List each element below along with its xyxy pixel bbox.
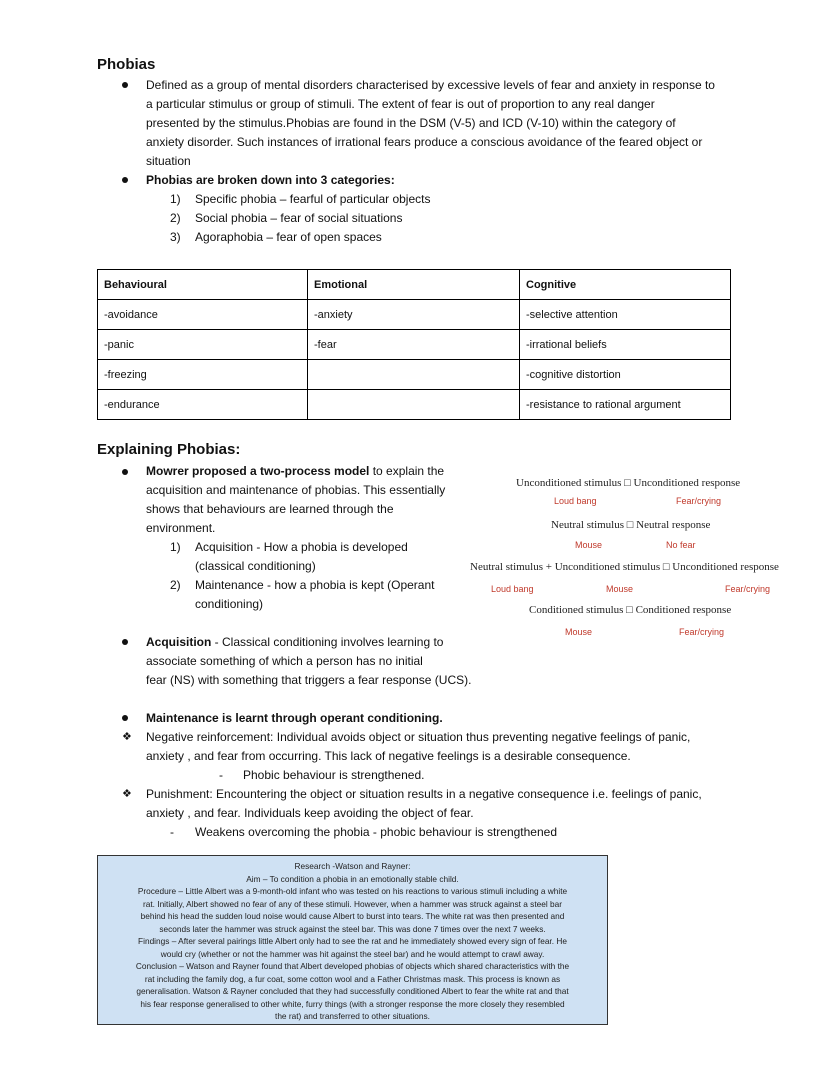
diagram-label: No fear (666, 540, 696, 550)
table-cell: -panic (98, 330, 308, 360)
definition-line: Defined as a group of mental disorders characterised by excessive levels of fear and anxiety in response to (146, 78, 715, 92)
process-line: conditioning) (195, 597, 264, 611)
punishment-line: Punishment: Encountering the object or situation results in a negative consequence i.e. feelings of panic, (146, 787, 702, 801)
table-cell: -fear (308, 330, 520, 360)
process-line: Maintenance - how a phobia is kept (Operant (195, 578, 435, 592)
maintenance-heading: Maintenance is learnt through operant conditioning. (146, 711, 443, 725)
research-line: Research -Watson and Rayner: (294, 861, 411, 871)
mowrer-text: to explain the (369, 464, 445, 478)
definition-line: anxiety disorder. Such instances of irrational fears produce a conscious avoidance of the feared object or (146, 135, 703, 149)
process-line: (classical conditioning) (195, 559, 316, 573)
diagram-line-ucs-ucr: Unconditioned stimulus □ Unconditioned response (516, 477, 741, 489)
list-number: 2) (170, 211, 181, 225)
table-header-row (98, 270, 731, 300)
punishment (146, 785, 746, 823)
category-specific: Specific phobia – fearful of particular objects (195, 192, 431, 206)
symptoms-table (97, 269, 731, 420)
diagram-line-cs-cr: Conditioned stimulus □ Conditioned response (529, 604, 732, 616)
acquisition-paragraph (146, 633, 486, 690)
bullet-dot (122, 469, 128, 475)
dash-marker: - (219, 768, 223, 782)
research-line: his fear response generalised to other white, furry things (with a stronger response the more closely they resembled (140, 998, 565, 1009)
mowrer-paragraph (146, 462, 466, 538)
mowrer-bold: Mowrer proposed a two-process model (146, 464, 370, 478)
table-row (98, 330, 731, 360)
process-maintenance (195, 576, 434, 614)
table-cell: -irrational beliefs (520, 330, 731, 360)
research-line: Aim – To condition a phobia in an emotionally stable child. (246, 873, 459, 884)
process-acquisition (195, 538, 408, 576)
process-line: Acquisition - How a phobia is developed (195, 540, 408, 554)
acquisition-line: fear (NS) with something that triggers a fear response (UCS). (146, 673, 472, 687)
neg-reinf-line: Negative reinforcement: Individual avoids object or situation thus preventing negative feelings of panic, (146, 730, 691, 744)
diagram-label: Loud bang (554, 496, 597, 506)
list-number: 2) (170, 578, 181, 592)
header-emotional: Emotional (308, 270, 520, 300)
mowrer-line: shows that behaviours are learned through the (146, 502, 394, 516)
punishment-sub: Weakens overcoming the phobia - phobic behaviour is strengthened (195, 825, 558, 839)
acquisition-bold: Acquisition (146, 635, 212, 649)
diagram-label: Fear/crying (679, 627, 725, 637)
diagram-line-ns-ucs-ucr: Neutral stimulus + Unconditioned stimulus □ Unconditioned response (470, 561, 779, 573)
diagram-label: Loud bang (491, 584, 534, 594)
table-row (98, 300, 731, 330)
definition-line: presented by the stimulus.Phobias are found in the DSM (V-5) and ICD (V-10) within the category of (146, 116, 676, 130)
diamond-bullet-icon: ❖ (122, 788, 132, 800)
phobia-definition (146, 76, 746, 171)
table-cell: -selective attention (520, 300, 731, 330)
bullet-dot (122, 177, 128, 183)
table-cell (308, 360, 520, 390)
table-row (98, 360, 731, 390)
diagram-label: Mouse (606, 584, 634, 594)
table-cell: -avoidance (98, 300, 308, 330)
neg-reinf-line: anxiety , and fear from occurring. This lack of negative feelings is a desirable consequence. (146, 749, 631, 763)
header-cognitive: Cognitive (520, 270, 731, 300)
table-cell: -cognitive distortion (520, 360, 731, 390)
research-line: would cry (whether or not the hammer was hit against the steel bar) and he would attempt to crawl away. (160, 948, 545, 959)
list-number: 1) (170, 540, 181, 554)
bullet-dot (122, 715, 128, 721)
table-cell: -anxiety (308, 300, 520, 330)
table-cell: -freezing (98, 360, 308, 390)
acquisition-line: associate something of which a person has no initial (146, 654, 423, 668)
definition-line: a particular stimulus or group of stimuli. The extent of fear is out of proportion to any real danger (146, 97, 655, 111)
research-box (97, 855, 608, 1025)
category-agoraphobia: Agoraphobia – fear of open spaces (195, 230, 382, 244)
diagram-label: Fear/crying (676, 496, 722, 506)
definition-line: situation (146, 154, 191, 168)
diagram-label: Mouse (565, 627, 593, 637)
diamond-bullet-icon: ❖ (122, 731, 132, 743)
category-social: Social phobia – fear of social situations (195, 211, 403, 225)
negative-reinforcement (146, 728, 746, 766)
research-line: Conclusion – Watson and Rayner found that Albert developed phobias of objects which shared characteristics with the (135, 961, 570, 971)
acquisition-text: - Classical conditioning involves learning to (211, 635, 444, 649)
section-title-explaining: Explaining Phobias: (97, 441, 241, 458)
diagram-label: Fear/crying (725, 584, 771, 594)
section-title-phobias: Phobias (97, 56, 156, 73)
research-line: behind his head the sudden loud noise would cause Albert to burst into tears. The white rat was then presented and (140, 911, 565, 921)
punishment-line: anxiety , and fear. Individuals keep avoiding the object of fear. (146, 806, 474, 820)
list-number: 3) (170, 230, 181, 244)
diagram-label: Mouse (575, 540, 603, 550)
table-cell: -resistance to rational argument (520, 390, 731, 420)
research-line: seconds later the hammer was struck against the steel bar. This was done 7 times over the next 7 weeks. (159, 923, 546, 934)
mowrer-line: acquisition and maintenance of phobias. This essentially (146, 483, 446, 497)
research-line: generalisation. Watson & Rayner concluded that they had successfully conditioned Albert to fear the white rat and that (136, 986, 569, 996)
bullet-dot (122, 639, 128, 645)
neg-reinf-sub: Phobic behaviour is strengthened. (243, 768, 425, 782)
categories-heading: Phobias are broken down into 3 categories: (146, 173, 395, 187)
research-line: rat including the family dog, a fur coat, some cotton wool and a Father Christmas mask. This process is known as (144, 973, 561, 984)
list-number: 1) (170, 192, 181, 206)
mowrer-line: environment. (146, 521, 216, 535)
table-row (98, 390, 731, 420)
research-line: Findings – After several pairings little Albert only had to see the rat and he immediately showed every sign of fear. He (138, 936, 567, 946)
research-line: the rat) and transferred to other situations. (275, 1011, 430, 1021)
header-behavioural: Behavioural (98, 270, 308, 300)
bullet-dot (122, 82, 128, 88)
table-cell (308, 390, 520, 420)
diagram-line-ns-nr: Neutral stimulus □ Neutral response (551, 519, 711, 531)
research-line: rat. Initially, Albert showed no fear of any of these stimuli. However, when a hammer was struck against a steel bar (142, 898, 563, 909)
dash-marker: - (170, 825, 174, 839)
table-cell: -endurance (98, 390, 308, 420)
research-line: Procedure – Little Albert was a 9-month-old infant who was tested on his reactions to various stimuli including a white (137, 886, 568, 896)
